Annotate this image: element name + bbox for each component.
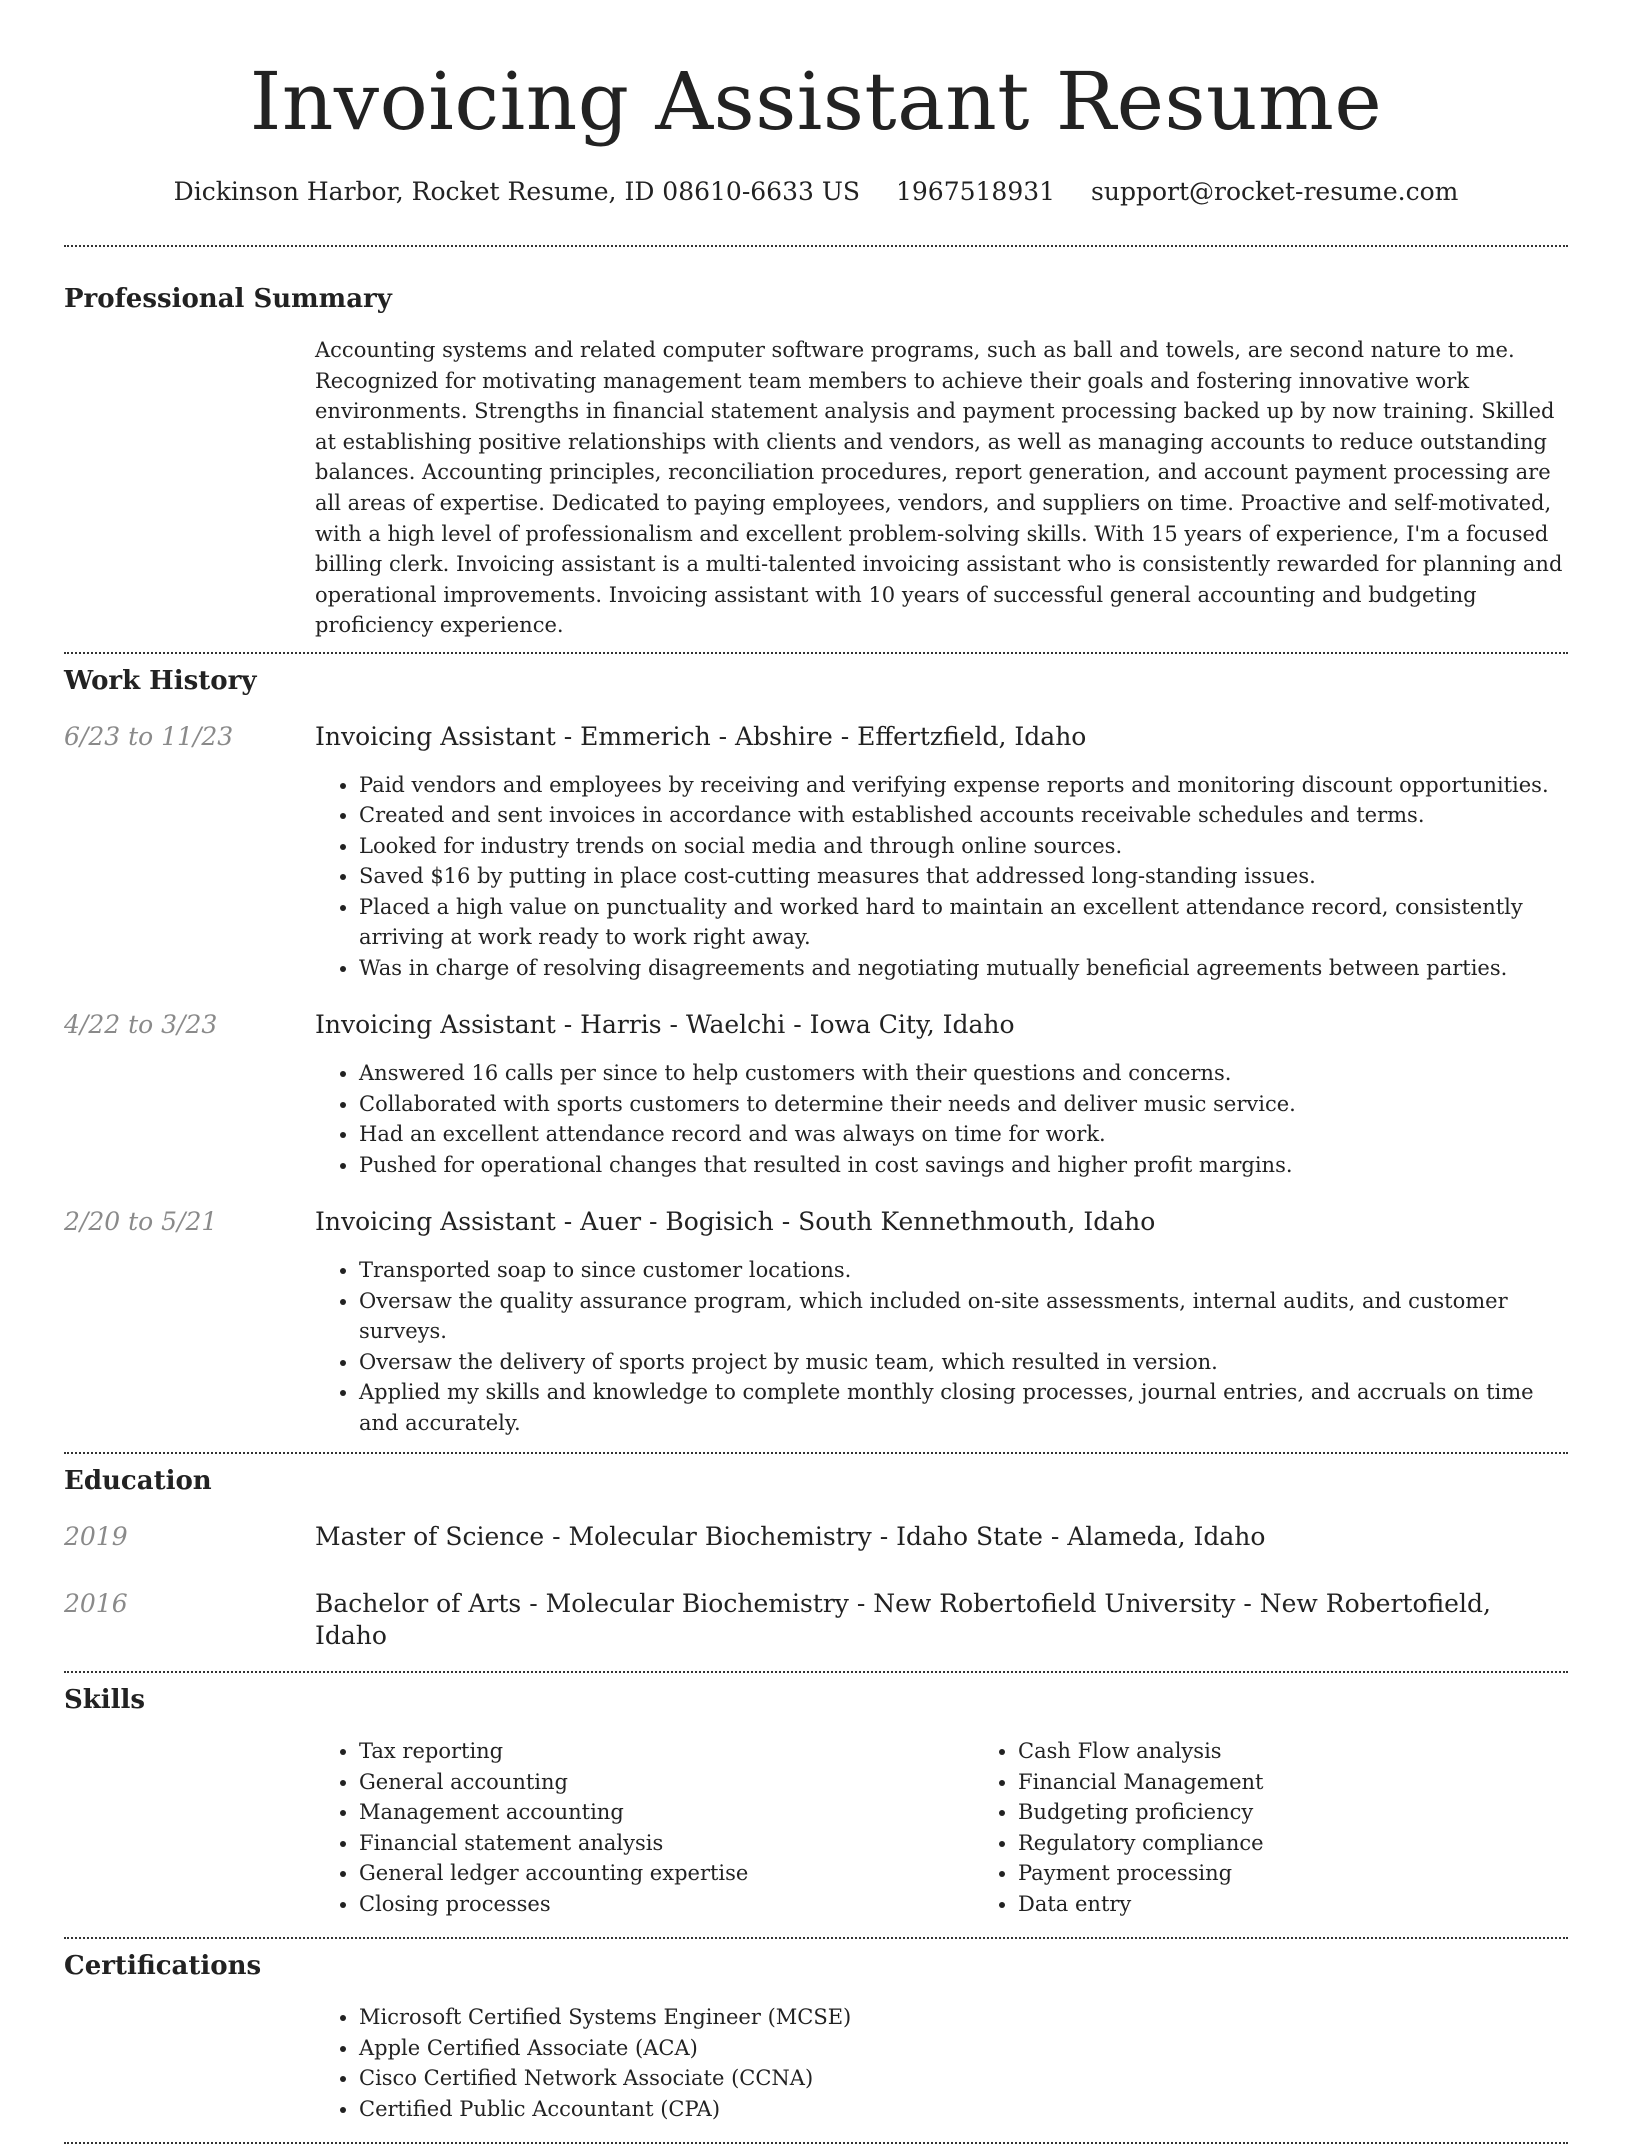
job-bullets — [315, 1058, 1568, 1180]
job-title: Invoicing Assistant - Emmerich - Abshire - Effertzfield, Idaho — [315, 721, 1087, 751]
skills-list-right — [974, 1736, 1568, 1919]
job-entry — [64, 1206, 1568, 1438]
contact-address: Dickinson Harbor, Rocket Resume, ID 08610-6633 US — [173, 177, 861, 206]
certifications-list — [315, 2002, 1568, 2124]
skills-list-left — [315, 1736, 974, 1919]
certifications-body — [315, 2002, 1568, 2124]
education-entry — [64, 1521, 1568, 1553]
job-title: Invoicing Assistant - Auer - Bogisich - South Kennethmouth, Idaho — [315, 1207, 1156, 1237]
job-bullet: • Oversaw the quality assurance program, which included on-site assessments, internal audits, and customer surveys. — [359, 1286, 1568, 1347]
summary-left-spacer — [64, 335, 315, 641]
skill-item: • Closing processes — [359, 1889, 974, 1920]
skill-item: • Management accounting — [359, 1797, 974, 1828]
education-title: Bachelor of Arts - Molecular Biochemistry - New Robertofield University - New Robertofield, Idaho — [315, 1589, 1491, 1651]
work-heading: Work History — [64, 665, 257, 696]
skill-item: • Cash Flow analysis — [1018, 1736, 1568, 1767]
job-entry — [64, 721, 1568, 984]
job-bullet: • Oversaw the delivery of sports project by music team, which resulted in version. — [359, 1347, 1568, 1378]
certifications-left-spacer — [64, 2002, 315, 2124]
contact-email: support@rocket-resume.com — [1091, 177, 1459, 206]
skill-item: • General ledger accounting expertise — [359, 1858, 974, 1889]
education-year: 2019 — [64, 1522, 128, 1552]
job-bullet: • Saved $16 by putting in place cost-cutting measures that addressed long-standing issues. — [359, 861, 1568, 892]
job-dates: 4/22 to 3/23 — [64, 1010, 218, 1040]
education-title: Master of Science - Molecular Biochemistry - Idaho State - Alameda, Idaho — [315, 1522, 1266, 1552]
education-heading: Education — [64, 1466, 212, 1497]
job-bullet: • Collaborated with sports customers to determine their needs and deliver music service. — [359, 1089, 1568, 1120]
job-details — [315, 1009, 1568, 1180]
certifications-heading: Certifications — [64, 1951, 262, 1982]
skills-divider — [64, 1937, 1568, 1939]
resume-title: Invoicing Assistant Resume — [249, 55, 1383, 148]
job-details — [315, 1206, 1568, 1438]
job-bullets — [315, 1255, 1568, 1438]
skill-item: • Financial Management — [1018, 1767, 1568, 1798]
skills-columns — [315, 1736, 1568, 1919]
header-divider — [64, 245, 1568, 247]
skill-item: • Regulatory compliance — [1018, 1828, 1568, 1859]
job-bullet: • Placed a high value on punctuality and worked hard to maintain an excellent attendance record, consistently arriving at work ready to work right away. — [359, 892, 1568, 953]
summary-row — [64, 335, 1568, 641]
skill-item: • Budgeting proficiency — [1018, 1797, 1568, 1828]
skill-item: • Data entry — [1018, 1889, 1568, 1920]
certifications-row — [64, 2002, 1568, 2124]
job-dates: 6/23 to 11/23 — [64, 721, 234, 751]
job-entry — [64, 1009, 1568, 1180]
education-divider — [64, 1671, 1568, 1673]
contact-phone: 1967518931 — [896, 177, 1056, 206]
job-bullet: • Looked for industry trends on social media and through online sources. — [359, 831, 1568, 862]
education-entry — [64, 1588, 1568, 1652]
job-bullet: • Had an excellent attendance record and was always on time for work. — [359, 1119, 1568, 1150]
job-dates: 2/20 to 5/21 — [64, 1207, 218, 1237]
job-bullet: • Answered 16 calls per since to help customers with their questions and concerns. — [359, 1058, 1568, 1089]
work-divider — [64, 1452, 1568, 1454]
skills-heading: Skills — [64, 1685, 146, 1716]
job-details — [315, 721, 1568, 984]
education-details — [315, 1588, 1568, 1652]
job-bullets — [315, 770, 1568, 984]
education-year: 2016 — [64, 1589, 128, 1619]
skills-row — [64, 1736, 1568, 1919]
job-bullet: • Was in charge of resolving disagreements and negotiating mutually beneficial agreements between parties. — [359, 953, 1568, 984]
summary-body — [315, 335, 1568, 641]
job-bullet: • Transported soap to since customer locations. — [359, 1255, 1568, 1286]
skill-item: • Financial statement analysis — [359, 1828, 974, 1859]
summary-text: Accounting systems and related computer software programs, such as ball and towels, are second nature to me. Recognized for motivating management team members to achieve their goals and fostering innovative work environments. Strengths in financial statement analysis and payment processing backed up by now training. Skilled at establishing positive relationships with clients and vendors, as well as managing accounts to reduce outstanding balances. Accounting principles, reconciliation procedures, report generation, and account payment processing are all areas of expertise. Dedicated to paying employees, vendors, and suppliers on time. Proactive and self-motivated, with a high level of professionalism and excellent problem-solving skills. With 15 years of experience, I'm a focused billing clerk. Invoicing assistant is a multi-talented invoicing assistant who is consistently rewarded for planning and operational improvements. Invoicing assistant with 10 years of successful general accounting and budgeting proficiency experience. — [315, 338, 1563, 638]
skills-left-spacer — [64, 1736, 315, 1919]
job-bullet: • Created and sent invoices in accordance with established accounts receivable schedules and terms. — [359, 800, 1568, 831]
certification-item: • Cisco Certified Network Associate (CCNA) — [359, 2063, 1568, 2094]
contact-line — [64, 176, 1568, 208]
certification-item: • Microsoft Certified Systems Engineer (MCSE) — [359, 2002, 1568, 2033]
job-bullet: • Paid vendors and employees by receiving and verifying expense reports and monitoring discount opportunities. — [359, 770, 1568, 801]
certification-item: • Certified Public Accountant (CPA) — [359, 2094, 1568, 2125]
job-bullet: • Pushed for operational changes that resulted in cost savings and higher profit margins. — [359, 1150, 1568, 1181]
job-title: Invoicing Assistant - Harris - Waelchi - Iowa City, Idaho — [315, 1010, 1015, 1040]
skill-item: • Payment processing — [1018, 1858, 1568, 1889]
certification-item: • Apple Certified Associate (ACA) — [359, 2033, 1568, 2064]
skill-item: • General accounting — [359, 1767, 974, 1798]
summary-divider — [64, 652, 1568, 654]
job-bullet: • Applied my skills and knowledge to complete monthly closing processes, journal entries, and accruals on time and accurately. — [359, 1377, 1568, 1438]
education-details — [315, 1521, 1568, 1553]
summary-heading: Professional Summary — [64, 284, 392, 314]
skill-item: • Tax reporting — [359, 1736, 974, 1767]
